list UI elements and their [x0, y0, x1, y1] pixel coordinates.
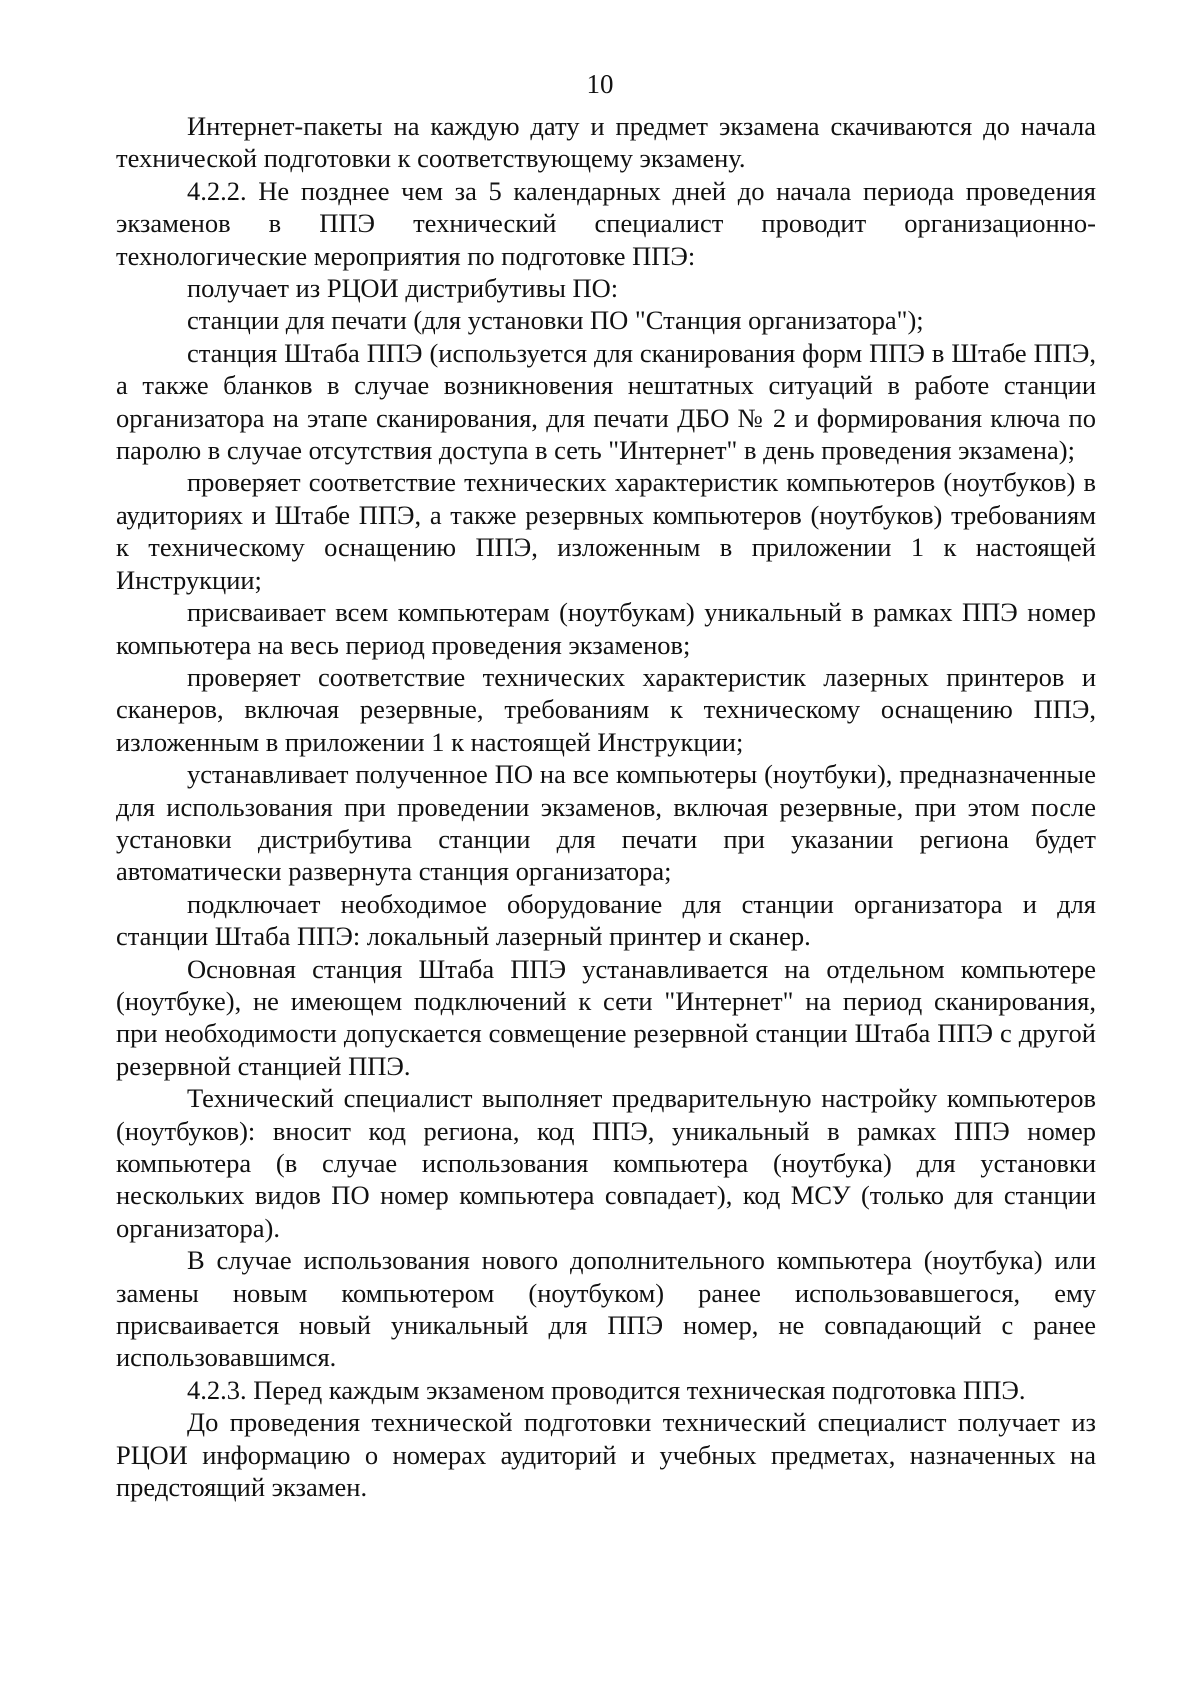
paragraph-section-4-2-2: 4.2.2. Не позднее чем за 5 календарных дней до начала периода проведения экзаменов в ППЭ технический специалист проводит организационно-технологические мероприятия по подготовке ППЭ: — [116, 175, 1096, 271]
paragraph-installs-software: устанавливает полученное ПО на все компьютеры (ноутбуки), предназначенные для использования при проведении экзаменов, включая резервные, при этом после установки дистрибутива станции для печати при указании региона будет автоматически развернута станция организатора; — [116, 759, 1096, 887]
page-number: 10 — [586, 69, 614, 99]
paragraph-new-computer: В случае использования нового дополнительного компьютера (ноутбука) или замены новым компьютером (ноутбуком) ранее использовавшегося, ему присваивается новый уникальный для ППЭ номер, не совпадающий с ранее использовавшимся. — [116, 1245, 1096, 1373]
paragraph-before-tech-prep: До проведения технической подготовки технический специалист получает из РЦОИ информацию о номерах аудиторий и учебных предметах, назначенных на предстоящий экзамен. — [116, 1407, 1096, 1503]
paragraph-main-hq-station: Основная станция Штаба ППЭ устанавливается на отдельном компьютере (ноутбуке), не имеющем подключений к сети "Интернет" на период сканирования, при необходимости допускается совмещение резервной станции Штаба ППЭ с другой резервной станцией ППЭ. — [116, 953, 1096, 1081]
paragraph-checks-printers: проверяет соответствие технических характеристик лазерных принтеров и сканеров, включая резервные, требованиям к техническому оснащению ППЭ, изложенным в приложении 1 к настоящей Инструкции; — [116, 661, 1096, 757]
paragraph-checks-computers: проверяет соответствие технических характеристик компьютеров (ноутбуков) в аудиториях и Штабе ППЭ, а также резервных компьютеров (ноутбуков) требованиям к техническому оснащению ППЭ, изложенным в приложении 1 к настоящей Инструкции; — [116, 467, 1096, 595]
paragraph-preliminary-setup: Технический специалист выполняет предварительную настройку компьютеров (ноутбуков): вносит код региона, код ППЭ, уникальный в рамках ППЭ номер компьютера (в случае использования компьютера (ноутбука) для установки нескольких видов ПО номер компьютера совпадает), код МСУ (только для станции организатора). — [116, 1083, 1096, 1243]
paragraph-connects-equipment: подключает необходимое оборудование для станции организатора и для станции Штаба ППЭ: локальный лазерный принтер и сканер. — [116, 888, 1096, 952]
paragraph-section-4-2-3: 4.2.3. Перед каждым экзаменом проводится техническая подготовка ППЭ. — [187, 1374, 1026, 1405]
paragraph-print-station: станции для печати (для установки ПО "Станция организатора"); — [187, 305, 924, 336]
paragraph-hq-station: станция Штаба ППЭ (используется для сканирования форм ППЭ в Штабе ППЭ, а также бланков в случае возникновения нештатных ситуаций в работе станции организатора на этапе сканирования, для печати ДБО № 2 и формирования ключа по паролю в случае отсутствия доступа в сеть "Интернет" в день проведения экзамена); — [116, 337, 1096, 466]
paragraph-internet-packages: Интернет-пакеты на каждую дату и предмет экзамена скачиваются до начала технической подготовки к соответствующему экзамену. — [116, 111, 1096, 174]
document-body — [116, 110, 1096, 1503]
paragraph-receives-distributions: получает из РЦОИ дистрибутивы ПО: — [187, 273, 619, 304]
paragraph-assigns-numbers: присваивает всем компьютерам (ноутбукам) уникальный в рамках ППЭ номер компьютера на весь период проведения экзаменов; — [116, 597, 1096, 660]
